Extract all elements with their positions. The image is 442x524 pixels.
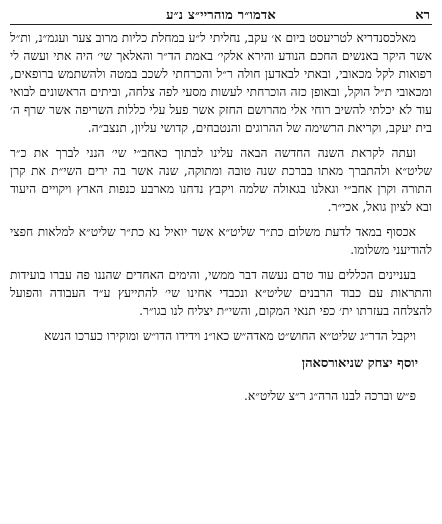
- letter-paragraph-3: אכסוף במאד לדעת משלום כת״ר שליט״א אשר יואיל נא כת״ר שליט״א למלאות חפצי להודיעני משלומו.: [10, 225, 432, 257]
- letter-closing: ויקבל הדר״ג שליט״א החוש״ט מאדה״ש כאו״נ וידידו הדו״ש ומוקירו כערכו הנשא: [44, 329, 416, 343]
- page-header: [10, 6, 432, 25]
- letter-paragraph-4: בעניינים הכללים עוד טרם נעשה דבר ממשי, והימים האחדים שהננו פה עברו בועידות והתראות עם כבוד הרבנים שליט״א ונכבדי אחינו שי׳ להתייעץ ע״ד העבודה והפועל להצלחה בעזרתו ית׳ כפי תנאי המקום, והשי״ת יצליח לנו בגו״ר.: [10, 268, 432, 318]
- page-number: רא: [415, 8, 430, 23]
- signature: יוסף יצחק שניאורסאהן: [301, 356, 418, 371]
- postscript: פ״ש וברכה לבנו הרה״ג ר״צ שליט״א.: [244, 389, 416, 403]
- letter-paragraph-2: ועתה לקראת השנה החדשה הבאה עלינו לבתוך כאחב״י שי׳ הנני לברך את כ״ר שליט״א ולהתברך מאתו בברכת שנה טובה ומתוקה, שנה אשר בה ירים השי״ת את קרן התורה וקרן אחב״י וגאלנו בגאולה שלמה ויקבץ נדחנו מארבע כנפות הארץ ויקויים היעוד ובא לציון גואל, אכי״ר.: [10, 146, 432, 214]
- running-title: אדמו״ר מוהריי״צ נ״ע: [166, 8, 276, 23]
- letter-paragraph-1: מאלכסנדריא לטריעסט ביום א׳ עקב, נחליתי ל״ע במחלת כליות מרוב צער ועגמ״נ, ות״ל אשר היקר באנשים החכם הנודע והירא אלקי׳ באמת הד״ר והאלאך שי׳ היה אתי ועשה לי רפואות לקל מכאובי, ובאתי לבאדען חולה ר״ל והכרחתי לשכב במטה ולהשתמש ברופאים, ומכאובי ת״ל הוקל, ובאופן כזה הוכרחתי לעשות מסעי לפה צלחה, וביתים הראשונים לבואי עוד לא יכלתי להשיב רוחי אלי מהרושם החזק אשר פעל עלי כללות השריפה אשר שרף ה׳ בית יעקב, וקריאת הרשימה של ההרוגים והנטבחים, קדושי עליון, תנצב״ה.: [10, 31, 432, 135]
